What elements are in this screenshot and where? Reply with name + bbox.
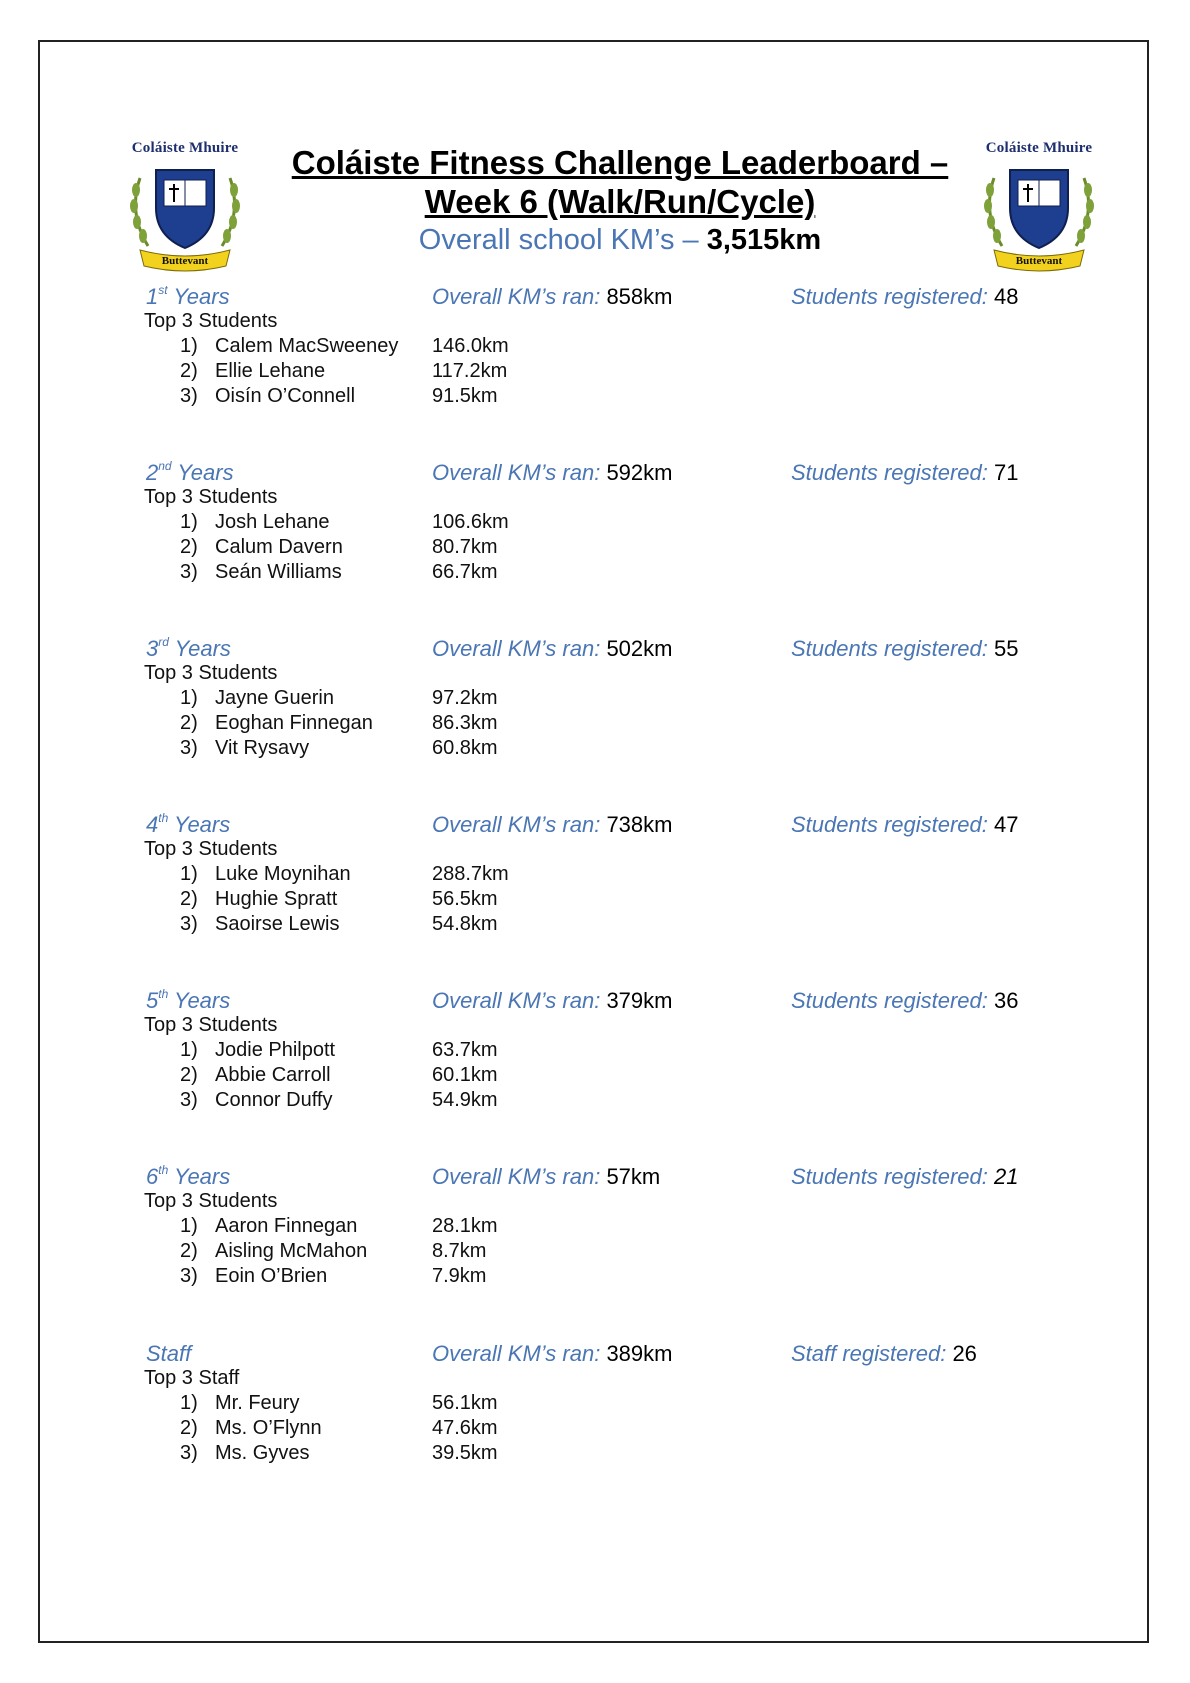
registered-value: 71 (994, 460, 1019, 485)
entry-name: Aaron Finnegan (215, 1215, 358, 1237)
overall-km-value: 389km (606, 1341, 673, 1366)
overall-km-value: 738km (606, 812, 673, 837)
entry-name: Saoirse Lewis (215, 913, 340, 935)
year-number: 3 (146, 636, 159, 661)
entry-name: Jodie Philpott (215, 1039, 336, 1061)
top-three-label: Top 3 Students (144, 1190, 278, 1212)
year-ordinal: nd (158, 458, 172, 473)
entry-name: Ellie Lehane (215, 360, 326, 382)
year-section (0, 1341, 1190, 1511)
entry-name: Eoghan Finnegan (215, 712, 373, 734)
entry-name: Connor Duffy (215, 1089, 333, 1111)
top-three-label: Top 3 Staff (144, 1367, 240, 1389)
entry-km: 288.7km (432, 863, 509, 885)
entry-km: 39.5km (432, 1442, 498, 1464)
overall-km (432, 812, 672, 838)
entry-rank: 2) (180, 712, 198, 734)
entry-km: 97.2km (432, 687, 498, 709)
registered-value: 36 (994, 988, 1019, 1013)
entry-name: Hughie Spratt (215, 888, 338, 910)
crest-name: Coláiste Mhuire (985, 140, 1093, 156)
entry-name: Eoin O’Brien (215, 1265, 328, 1287)
entry-rank: 2) (180, 360, 198, 382)
registered-value: 47 (994, 812, 1019, 837)
page-subtitle: Week 6 (Walk/Run/Cycle) (424, 183, 816, 220)
overall-km (432, 636, 672, 662)
registered-label: Students registered: (791, 636, 988, 661)
registered-value: 21 (994, 1164, 1019, 1189)
entry-rank: 1) (180, 511, 198, 533)
registered-count (791, 636, 1019, 662)
year-ordinal: rd (158, 634, 169, 649)
entry-name: Ms. O’Flynn (215, 1417, 322, 1439)
overall-km-label: Overall KM’s ran: (432, 636, 601, 661)
entry-rank: 2) (180, 1064, 198, 1086)
registered-value: 26 (952, 1341, 977, 1366)
registered-label: Students registered: (791, 460, 988, 485)
page-title: Coláiste Fitness Challenge Leaderboard – (291, 144, 949, 181)
registered-count (791, 284, 1019, 310)
entry-km: 56.1km (432, 1392, 498, 1414)
entry-rank: 1) (180, 1039, 198, 1061)
overall-km-label: Overall KM’s ran: (432, 284, 601, 309)
entry-name: Luke Moynihan (215, 863, 351, 885)
top-three-label: Top 3 Students (144, 838, 278, 860)
entry-rank: 1) (180, 335, 198, 357)
entry-km: 28.1km (432, 1215, 498, 1237)
leaderboard-entry (0, 536, 1190, 561)
entry-km: 60.8km (432, 737, 498, 759)
entry-rank: 3) (180, 1442, 198, 1464)
overall-km-value: 858km (606, 284, 673, 309)
leaderboard-entry (0, 1039, 1190, 1064)
registered-label: Students registered: (791, 1164, 988, 1189)
leaderboard-entry (0, 863, 1190, 888)
entry-name: Ms. Gyves (215, 1442, 310, 1464)
year-heading (146, 988, 230, 1014)
year-section (0, 1164, 1190, 1334)
entry-rank: 1) (180, 1215, 198, 1237)
leaderboard-entry (0, 1265, 1190, 1290)
year-number: 1 (146, 284, 159, 309)
entry-name: Vit Rysavy (215, 737, 310, 759)
overall-school-km-label: Overall school KM’s – (418, 224, 699, 256)
entry-rank: 3) (180, 913, 198, 935)
entry-km: 63.7km (432, 1039, 498, 1061)
registered-count (791, 812, 1019, 838)
entry-rank: 2) (180, 1417, 198, 1439)
entry-km: 60.1km (432, 1064, 498, 1086)
overall-school-km (250, 224, 990, 257)
year-section (0, 636, 1190, 806)
overall-km-value: 592km (606, 460, 673, 485)
year-section (0, 460, 1190, 630)
entry-km: 86.3km (432, 712, 498, 734)
overall-km-label: Overall KM’s ran: (432, 1164, 601, 1189)
leaderboard-entry (0, 712, 1190, 737)
year-label: Years (174, 636, 231, 661)
top-three-label: Top 3 Students (144, 662, 278, 684)
svg-text:Buttevant: Buttevant (161, 255, 209, 267)
registered-count (791, 1164, 1019, 1190)
year-label: Years (173, 1164, 231, 1189)
year-heading (146, 812, 230, 838)
registered-value: 55 (994, 636, 1019, 661)
leaderboard-entry (0, 1417, 1190, 1442)
crest-name: Coláiste Mhuire (131, 140, 239, 156)
leaderboard-entry (0, 1392, 1190, 1417)
year-label: Years (173, 812, 231, 837)
overall-school-km-value: 3,515km (706, 224, 822, 256)
year-label: Years (173, 284, 230, 309)
leaderboard-entry (0, 1215, 1190, 1240)
entry-rank: 3) (180, 737, 198, 759)
registered-count (791, 1341, 977, 1367)
year-section (0, 284, 1190, 454)
leaderboard-entry (0, 888, 1190, 913)
year-section (0, 988, 1190, 1158)
entry-rank: 1) (180, 1392, 198, 1414)
entry-name: Abbie Carroll (215, 1064, 331, 1086)
overall-km (432, 284, 672, 310)
top-three-label: Top 3 Students (144, 1014, 278, 1036)
registered-label: Students registered: (791, 812, 988, 837)
overall-km-value: 502km (606, 636, 673, 661)
overall-km-label: Overall KM’s ran: (432, 812, 601, 837)
overall-km-value: 57km (606, 1164, 661, 1189)
year-ordinal: th (158, 986, 169, 1001)
entry-rank: 2) (180, 536, 198, 558)
registered-label: Students registered: (791, 988, 988, 1013)
year-number: 6 (146, 1164, 159, 1189)
school-crest-left (126, 140, 244, 275)
leaderboard-entry (0, 687, 1190, 712)
entry-km: 47.6km (432, 1417, 498, 1439)
overall-km (432, 988, 672, 1014)
crest-icon (126, 158, 244, 273)
year-label: Years (177, 460, 234, 485)
crest-icon (980, 158, 1098, 273)
overall-km-label: Overall KM’s ran: (432, 460, 601, 485)
year-heading (146, 1341, 191, 1367)
year-number: 2 (146, 460, 159, 485)
entry-name: Calem MacSweeney (215, 335, 399, 357)
entry-km: 54.8km (432, 913, 498, 935)
entry-km: 66.7km (432, 561, 498, 583)
registered-count (791, 988, 1019, 1014)
year-number: 5 (146, 988, 159, 1013)
entry-km: 56.5km (432, 888, 498, 910)
year-heading (146, 460, 234, 486)
leaderboard-entry (0, 1064, 1190, 1089)
leaderboard-entry (0, 737, 1190, 762)
year-number: 4 (146, 812, 159, 837)
svg-text:Buttevant: Buttevant (1015, 255, 1063, 267)
year-heading (146, 636, 231, 662)
entry-name: Seán Williams (215, 561, 342, 583)
leaderboard-entry (0, 1089, 1190, 1114)
leaderboard-entry (0, 360, 1190, 385)
entry-rank: 3) (180, 561, 198, 583)
entry-rank: 2) (180, 1240, 198, 1262)
registered-label: Staff registered: (791, 1341, 947, 1366)
entry-km: 117.2km (432, 360, 508, 382)
year-ordinal: st (158, 282, 168, 297)
year-ordinal: th (158, 1162, 169, 1177)
entry-km: 91.5km (432, 385, 498, 407)
entry-name: Calum Davern (215, 536, 343, 558)
entry-km: 7.9km (432, 1265, 487, 1287)
overall-km-value: 379km (606, 988, 673, 1013)
year-section (0, 812, 1190, 982)
registered-label: Students registered: (791, 284, 988, 309)
entry-rank: 2) (180, 888, 198, 910)
entry-name: Oisín O’Connell (215, 385, 356, 407)
overall-km (432, 1341, 672, 1367)
overall-km (432, 460, 672, 486)
leaderboard-entry (0, 561, 1190, 586)
entry-rank: 1) (180, 687, 198, 709)
top-three-label: Top 3 Students (144, 310, 278, 332)
top-three-label: Top 3 Students (144, 486, 278, 508)
leaderboard-entry (0, 913, 1190, 938)
leaderboard-entry (0, 335, 1190, 360)
entry-km: 54.9km (432, 1089, 498, 1111)
registered-count (791, 460, 1019, 486)
leaderboard-entry (0, 511, 1190, 536)
entry-km: 8.7km (432, 1240, 487, 1262)
year-heading (146, 284, 230, 310)
entry-rank: 1) (180, 863, 198, 885)
entry-name: Aisling McMahon (215, 1240, 368, 1262)
leaderboard-entry (0, 1442, 1190, 1467)
entry-name: Jayne Guerin (215, 687, 334, 709)
registered-value: 48 (994, 284, 1019, 309)
entry-km: 106.6km (432, 511, 509, 533)
overall-km-label: Overall KM’s ran: (432, 1341, 601, 1366)
overall-km-label: Overall KM’s ran: (432, 988, 601, 1013)
leaderboard-entry (0, 1240, 1190, 1265)
year-label: Years (173, 988, 231, 1013)
year-ordinal: th (158, 810, 169, 825)
entry-rank: 3) (180, 1265, 198, 1287)
year-heading (146, 1164, 230, 1190)
entry-name: Mr. Feury (215, 1392, 300, 1414)
entry-km: 80.7km (432, 536, 498, 558)
year-label: Staff (146, 1341, 192, 1366)
entry-rank: 3) (180, 385, 198, 407)
school-crest-right (980, 140, 1098, 275)
entry-name: Josh Lehane (215, 511, 330, 533)
leaderboard-entry (0, 385, 1190, 410)
entry-rank: 3) (180, 1089, 198, 1111)
overall-km (432, 1164, 660, 1190)
entry-km: 146.0km (432, 335, 509, 357)
